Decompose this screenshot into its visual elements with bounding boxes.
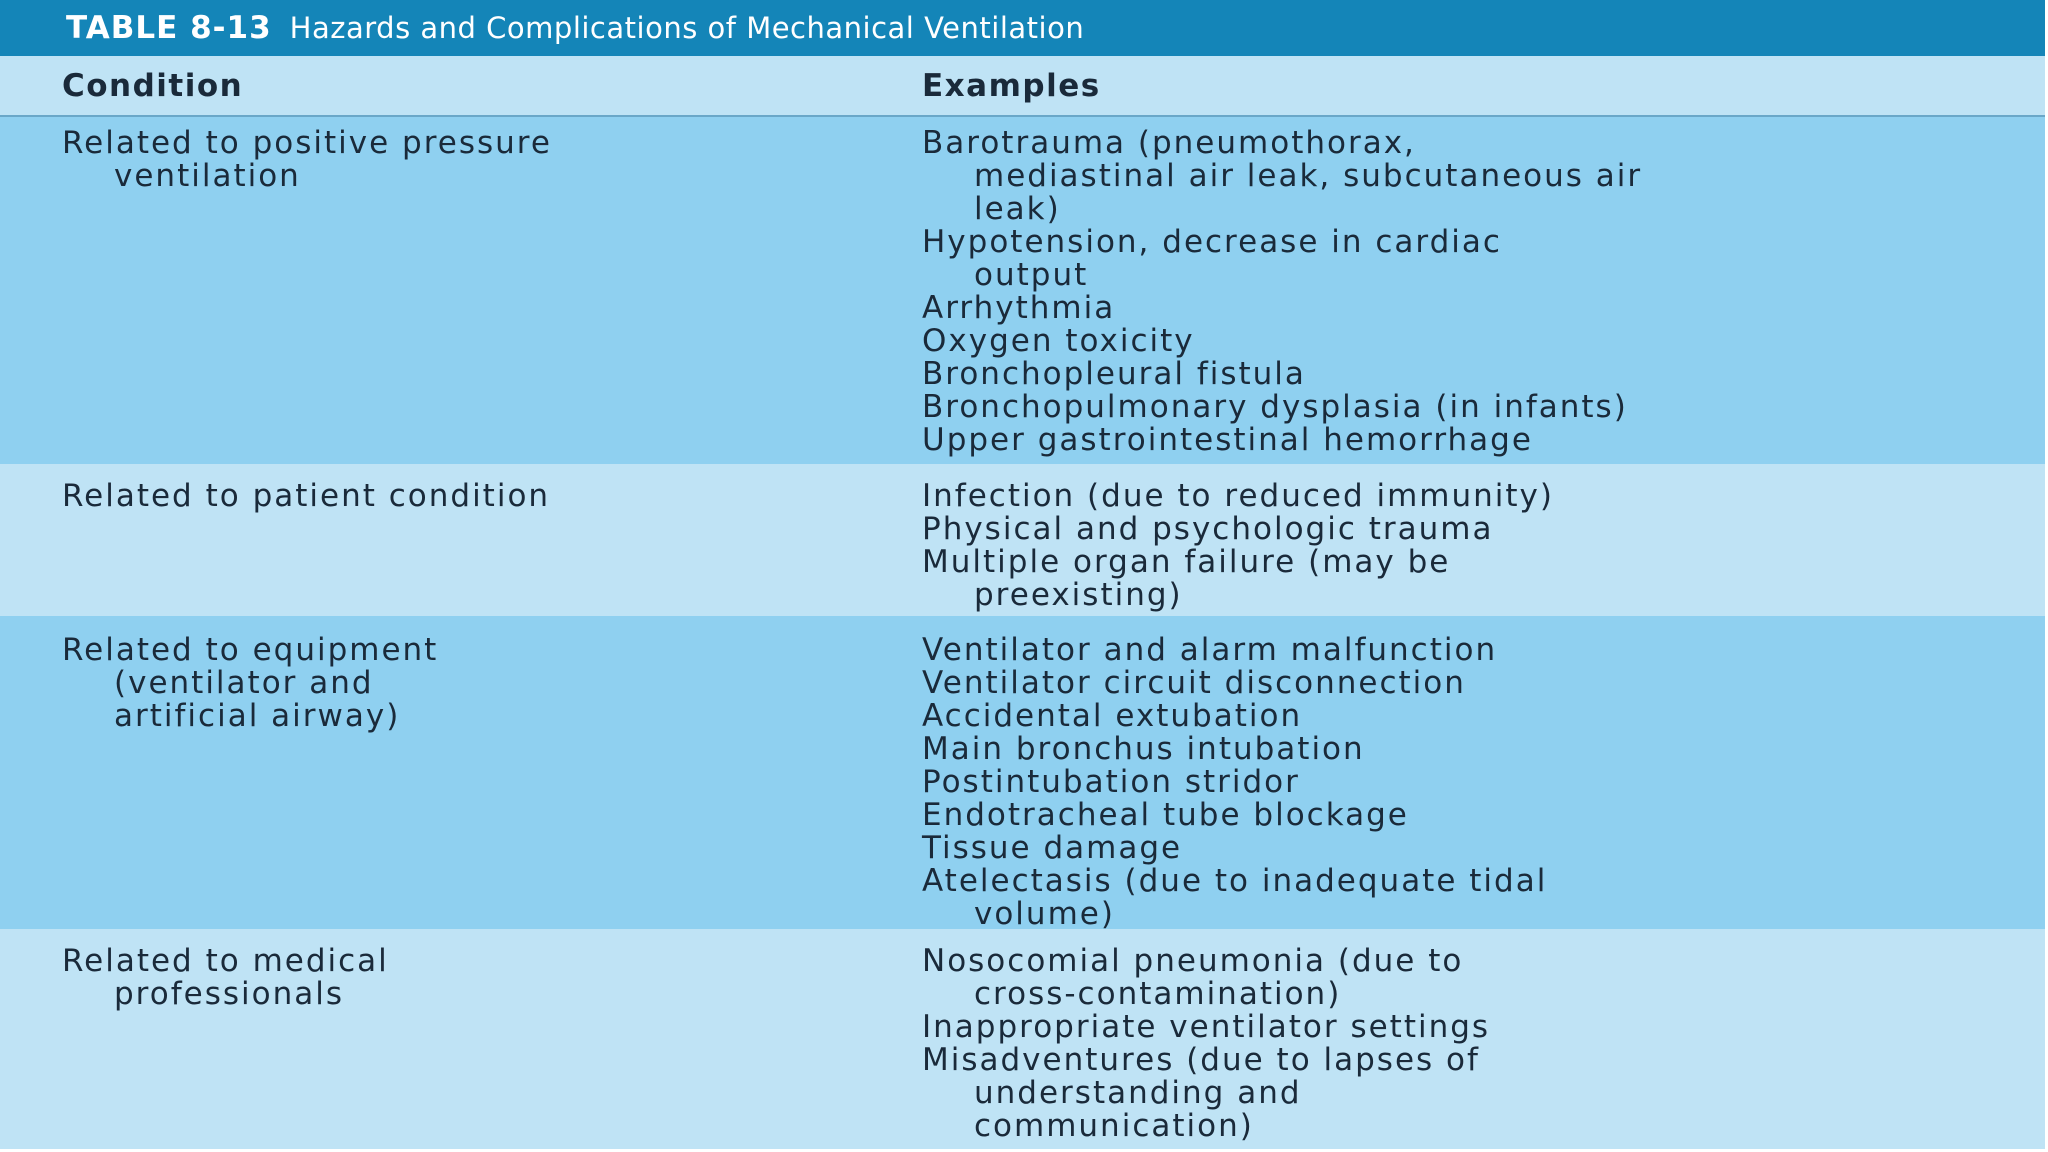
table-header-row xyxy=(0,56,2045,117)
example-line: Main bronchus intubation xyxy=(922,731,1365,767)
example-item xyxy=(922,700,2025,733)
example-item xyxy=(922,226,2025,292)
example-line: Bronchopleural fistula xyxy=(922,356,1306,392)
example-item xyxy=(922,865,2025,931)
examples-cell xyxy=(922,632,2045,932)
examples-cell xyxy=(922,127,2045,464)
example-line: Multiple organ failure (may be xyxy=(922,544,1451,580)
example-line: Atelectasis (due to inadequate tidal xyxy=(922,863,1548,899)
table-row xyxy=(0,117,2045,464)
example-item xyxy=(922,945,2025,1011)
example-line: Barotrauma (pneumothorax, xyxy=(922,125,1416,161)
example-line: Postintubation stridor xyxy=(922,764,1300,800)
example-line: Nosocomial pneumonia (due to xyxy=(922,943,1464,979)
example-item xyxy=(922,733,2025,766)
table-number: TABLE 8-13 xyxy=(66,10,272,46)
example-item xyxy=(922,1011,2025,1044)
table-body xyxy=(0,117,2045,1149)
condition-cell xyxy=(0,945,922,1149)
condition-line: (ventilator and xyxy=(114,665,374,701)
example-line: Arrhythmia xyxy=(922,290,1116,326)
example-line: leak) xyxy=(974,191,1061,227)
example-item xyxy=(922,766,2025,799)
example-line: Infection (due to reduced immunity) xyxy=(922,478,1554,514)
example-item xyxy=(922,634,2025,667)
example-line: Ventilator and alarm malfunction xyxy=(922,632,1498,668)
table-row xyxy=(0,929,2045,1149)
table-row xyxy=(0,464,2045,616)
example-line: Accidental extubation xyxy=(922,698,1303,734)
example-item xyxy=(922,424,2025,457)
condition-line: artificial airway) xyxy=(114,698,401,734)
condition-cell xyxy=(0,634,922,929)
header-condition: Condition xyxy=(62,67,244,104)
condition-line: Related to medical xyxy=(62,943,389,979)
table-title-bar xyxy=(0,0,2045,56)
condition-cell xyxy=(0,480,922,616)
example-line: Inappropriate ventilator settings xyxy=(922,1009,1491,1045)
example-line: Bronchopulmonary dysplasia (in infants) xyxy=(922,389,1628,425)
example-line: Physical and psychologic trauma xyxy=(922,511,1494,547)
example-item xyxy=(922,292,2025,325)
example-item xyxy=(922,799,2025,832)
example-item xyxy=(922,480,2025,513)
example-line: Tissue damage xyxy=(922,830,1183,866)
table-title: Hazards and Complications of Mechanical Ventilation xyxy=(289,11,1085,45)
example-line: communication) xyxy=(974,1108,1254,1144)
header-examples: Examples xyxy=(922,67,1101,104)
example-line: Oxygen toxicity xyxy=(922,323,1195,359)
example-item xyxy=(922,325,2025,358)
condition-cell xyxy=(0,127,922,464)
example-line: Upper gastrointestinal hemorrhage xyxy=(922,422,1533,458)
examples-cell xyxy=(922,480,2045,616)
example-line: Ventilator circuit disconnection xyxy=(922,665,1466,701)
example-line: understanding and xyxy=(974,1075,1302,1111)
example-line: preexisting) xyxy=(974,577,1183,613)
example-item xyxy=(922,667,2025,700)
example-line: output xyxy=(974,257,1089,293)
example-line: Hypotension, decrease in cardiac xyxy=(922,224,1502,260)
example-item xyxy=(922,391,2025,424)
example-item xyxy=(922,358,2025,391)
example-item xyxy=(922,513,2025,546)
condition-line: professionals xyxy=(114,976,344,1012)
example-item xyxy=(922,546,2025,612)
condition-line: ventilation xyxy=(114,158,301,194)
condition-line: Related to patient condition xyxy=(62,478,551,514)
example-item xyxy=(922,127,2025,226)
example-line: volume) xyxy=(974,896,1115,932)
examples-cell xyxy=(922,945,2045,1149)
example-line: Endotracheal tube blockage xyxy=(922,797,1409,833)
example-line: cross-contamination) xyxy=(974,976,1342,1012)
example-item xyxy=(922,832,2025,865)
example-line: mediastinal air leak, subcutaneous air xyxy=(974,158,1643,194)
example-line: Misadventures (due to lapses of xyxy=(922,1042,1480,1078)
condition-line: Related to positive pressure xyxy=(62,125,552,161)
table-row xyxy=(0,616,2045,932)
condition-line: Related to equipment xyxy=(62,632,439,668)
example-item xyxy=(922,1044,2025,1143)
